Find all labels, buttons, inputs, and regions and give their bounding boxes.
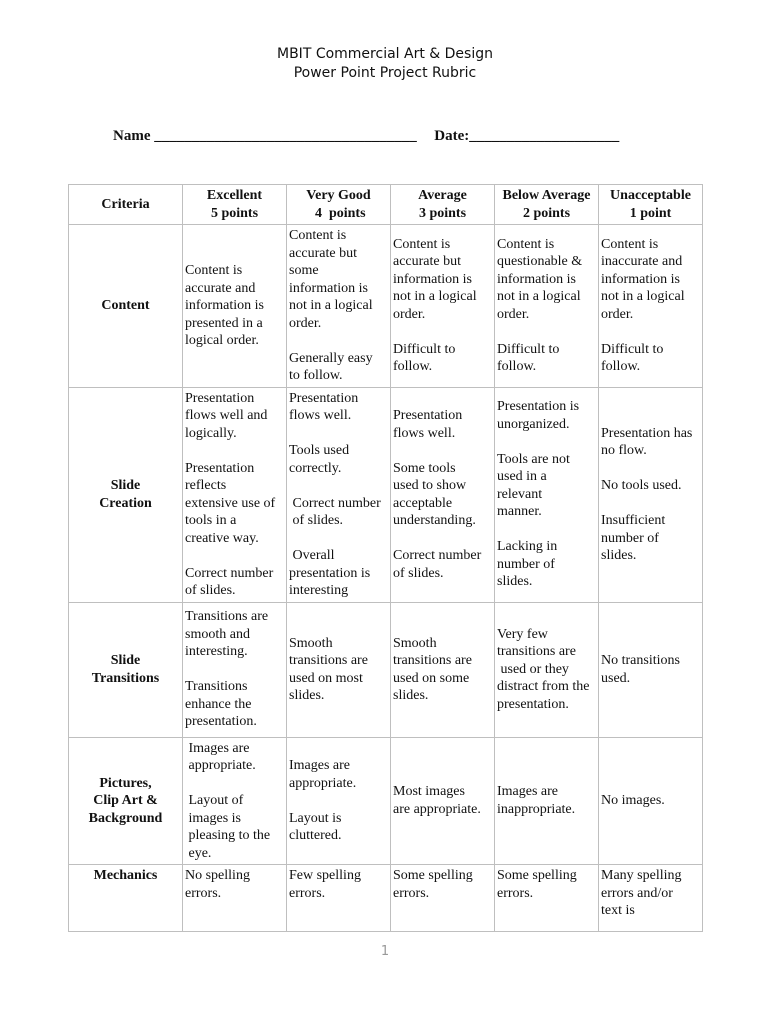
score-cell: Images are appropriate. Layout of images is pleasing to the eye.	[183, 737, 287, 865]
header-below-average: Below Average 2 points	[495, 185, 599, 225]
header-excellent: Excellent 5 points	[183, 185, 287, 225]
header-title: MBIT Commercial Art & Design	[277, 46, 493, 62]
rubric-table	[68, 184, 703, 932]
criteria-cell: Mechanics	[69, 865, 183, 932]
score-cell: Presentation flows well and logically. Presentation reflects extensive use of tools in a creative way. Correct number of slides.	[183, 387, 287, 602]
score-cell: Content is accurate but some information is not in a logical order. Generally easy to follow.	[287, 225, 391, 388]
score-cell: No spelling errors.	[183, 865, 287, 932]
criteria-cell: Content	[69, 225, 183, 388]
score-cell: Images are appropriate. Layout is cluttered.	[287, 737, 391, 865]
score-cell: Content is accurate and information is presented in a logical order.	[183, 225, 287, 388]
score-cell: Very few transitions are used or they distract from the presentation.	[495, 602, 599, 737]
score-cell: Smooth transitions are used on some slides.	[391, 602, 495, 737]
table-row	[69, 387, 703, 602]
header-unacceptable: Unacceptable 1 point	[599, 185, 703, 225]
score-cell: Content is questionable & information is not in a logical order. Difficult to follow.	[495, 225, 599, 388]
score-cell: Presentation has no flow. No tools used. Insufficient number of slides.	[599, 387, 703, 602]
criteria-cell: Slide Creation	[69, 387, 183, 602]
table-row	[69, 865, 703, 932]
table-header-row	[69, 185, 703, 225]
date-field-label: Date:____________________	[434, 128, 620, 144]
score-cell: Many spelling errors and/or text is	[599, 865, 703, 932]
score-cell: No images.	[599, 737, 703, 865]
score-cell: Presentation flows well. Tools used correctly. Correct number of slides. Overall presentation is interesting	[287, 387, 391, 602]
score-cell: Some spelling errors.	[495, 865, 599, 932]
score-cell: Content is accurate but information is not in a logical order. Difficult to follow.	[391, 225, 495, 388]
header-criteria: Criteria	[69, 185, 183, 225]
criteria-cell: Pictures, Clip Art & Background	[69, 737, 183, 865]
header-average: Average 3 points	[391, 185, 495, 225]
score-cell: Some spelling errors.	[391, 865, 495, 932]
name-date-line	[113, 128, 713, 145]
score-cell: No transitions used.	[599, 602, 703, 737]
table-row	[69, 737, 703, 865]
header-very-good: Very Good 4 points	[287, 185, 391, 225]
table-row	[69, 602, 703, 737]
score-cell: Transitions are smooth and interesting. Transitions enhance the presentation.	[183, 602, 287, 737]
score-cell: Images are inappropriate.	[495, 737, 599, 865]
document-header	[0, 45, 770, 83]
criteria-cell: Slide Transitions	[69, 602, 183, 737]
score-cell: Content is inaccurate and information is not in a logical order. Difficult to follow.	[599, 225, 703, 388]
name-field-label: Name ___________________________________	[113, 128, 417, 144]
page-number: 1	[380, 944, 390, 959]
header-subtitle: Power Point Project Rubric	[293, 65, 477, 81]
score-cell: Presentation is unorganized. Tools are not used in a relevant manner. Lacking in number of slides.	[495, 387, 599, 602]
score-cell: Few spelling errors.	[287, 865, 391, 932]
score-cell: Most images are appropriate.	[391, 737, 495, 865]
table-row	[69, 225, 703, 388]
score-cell: Presentation flows well. Some tools used to show acceptable understanding. Correct number of slides.	[391, 387, 495, 602]
score-cell: Smooth transitions are used on most slides.	[287, 602, 391, 737]
